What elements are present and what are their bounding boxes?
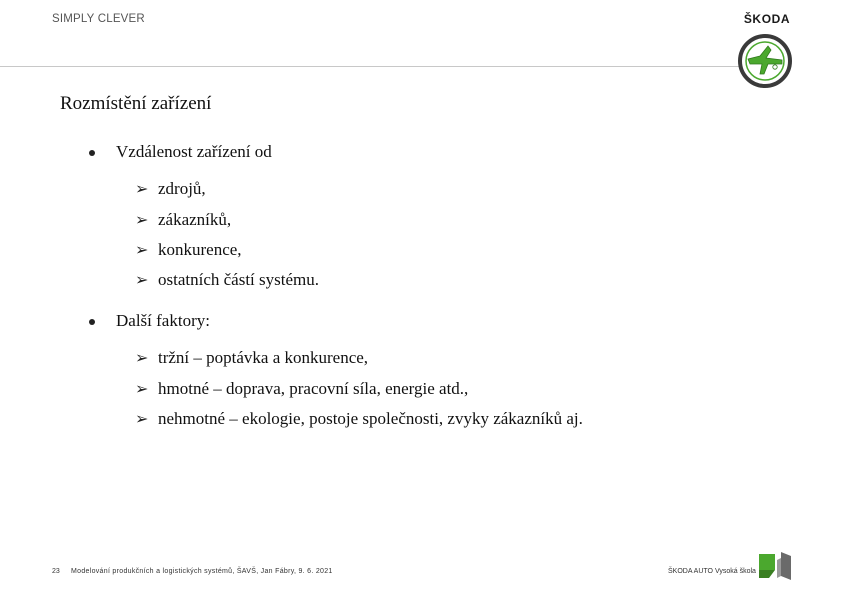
arrow-bullet-icon: ➢	[135, 181, 149, 198]
page-number: 23	[52, 568, 60, 575]
arrow-bullet-icon: ➢	[135, 411, 149, 428]
slogan: SIMPLY CLEVER	[52, 13, 145, 25]
subitem-text: ostatních částí systému.	[158, 270, 320, 289]
arrow-bullet-icon: ➢	[135, 350, 149, 367]
subitem-text: tržní – poptávka a konkurence,	[158, 348, 369, 367]
bullet-dot	[89, 150, 95, 156]
brand-name: ŠKODA	[743, 12, 791, 26]
arrow-bullet-icon: ➢	[135, 381, 149, 398]
arrow-bullet-icon: ➢	[135, 242, 149, 259]
bullet-dot	[89, 319, 95, 325]
skoda-logo-icon	[738, 34, 792, 88]
header-divider	[0, 66, 705, 67]
subitem-text: zdrojů,	[158, 179, 206, 198]
header-divider-tail	[705, 66, 739, 87]
subitem-text: konkurence,	[158, 240, 242, 259]
slide-title: Rozmístění zařízení	[60, 93, 212, 114]
subitem-text: hmotné – doprava, pracovní síla, energie atd.,	[158, 379, 469, 398]
footer-caption: Modelování produkčních a logistických systémů, ŠAVŠ, Jan Fábry, 9. 6. 2021	[71, 568, 333, 575]
subitem-text: nehmotné – ekologie, postoje společnosti, zvyky zákazníků aj.	[158, 409, 583, 428]
footer-logo-icon	[757, 550, 793, 582]
arrow-bullet-icon: ➢	[135, 212, 149, 229]
bullet-text: Vzdálenost zařízení od	[116, 142, 272, 161]
footer-institution: ŠKODA AUTO Vysoká škola	[668, 568, 756, 575]
arrow-bullet-icon: ➢	[135, 272, 149, 289]
bullet-text: Další faktory:	[116, 311, 210, 330]
subitem-text: zákazníků,	[158, 210, 232, 229]
